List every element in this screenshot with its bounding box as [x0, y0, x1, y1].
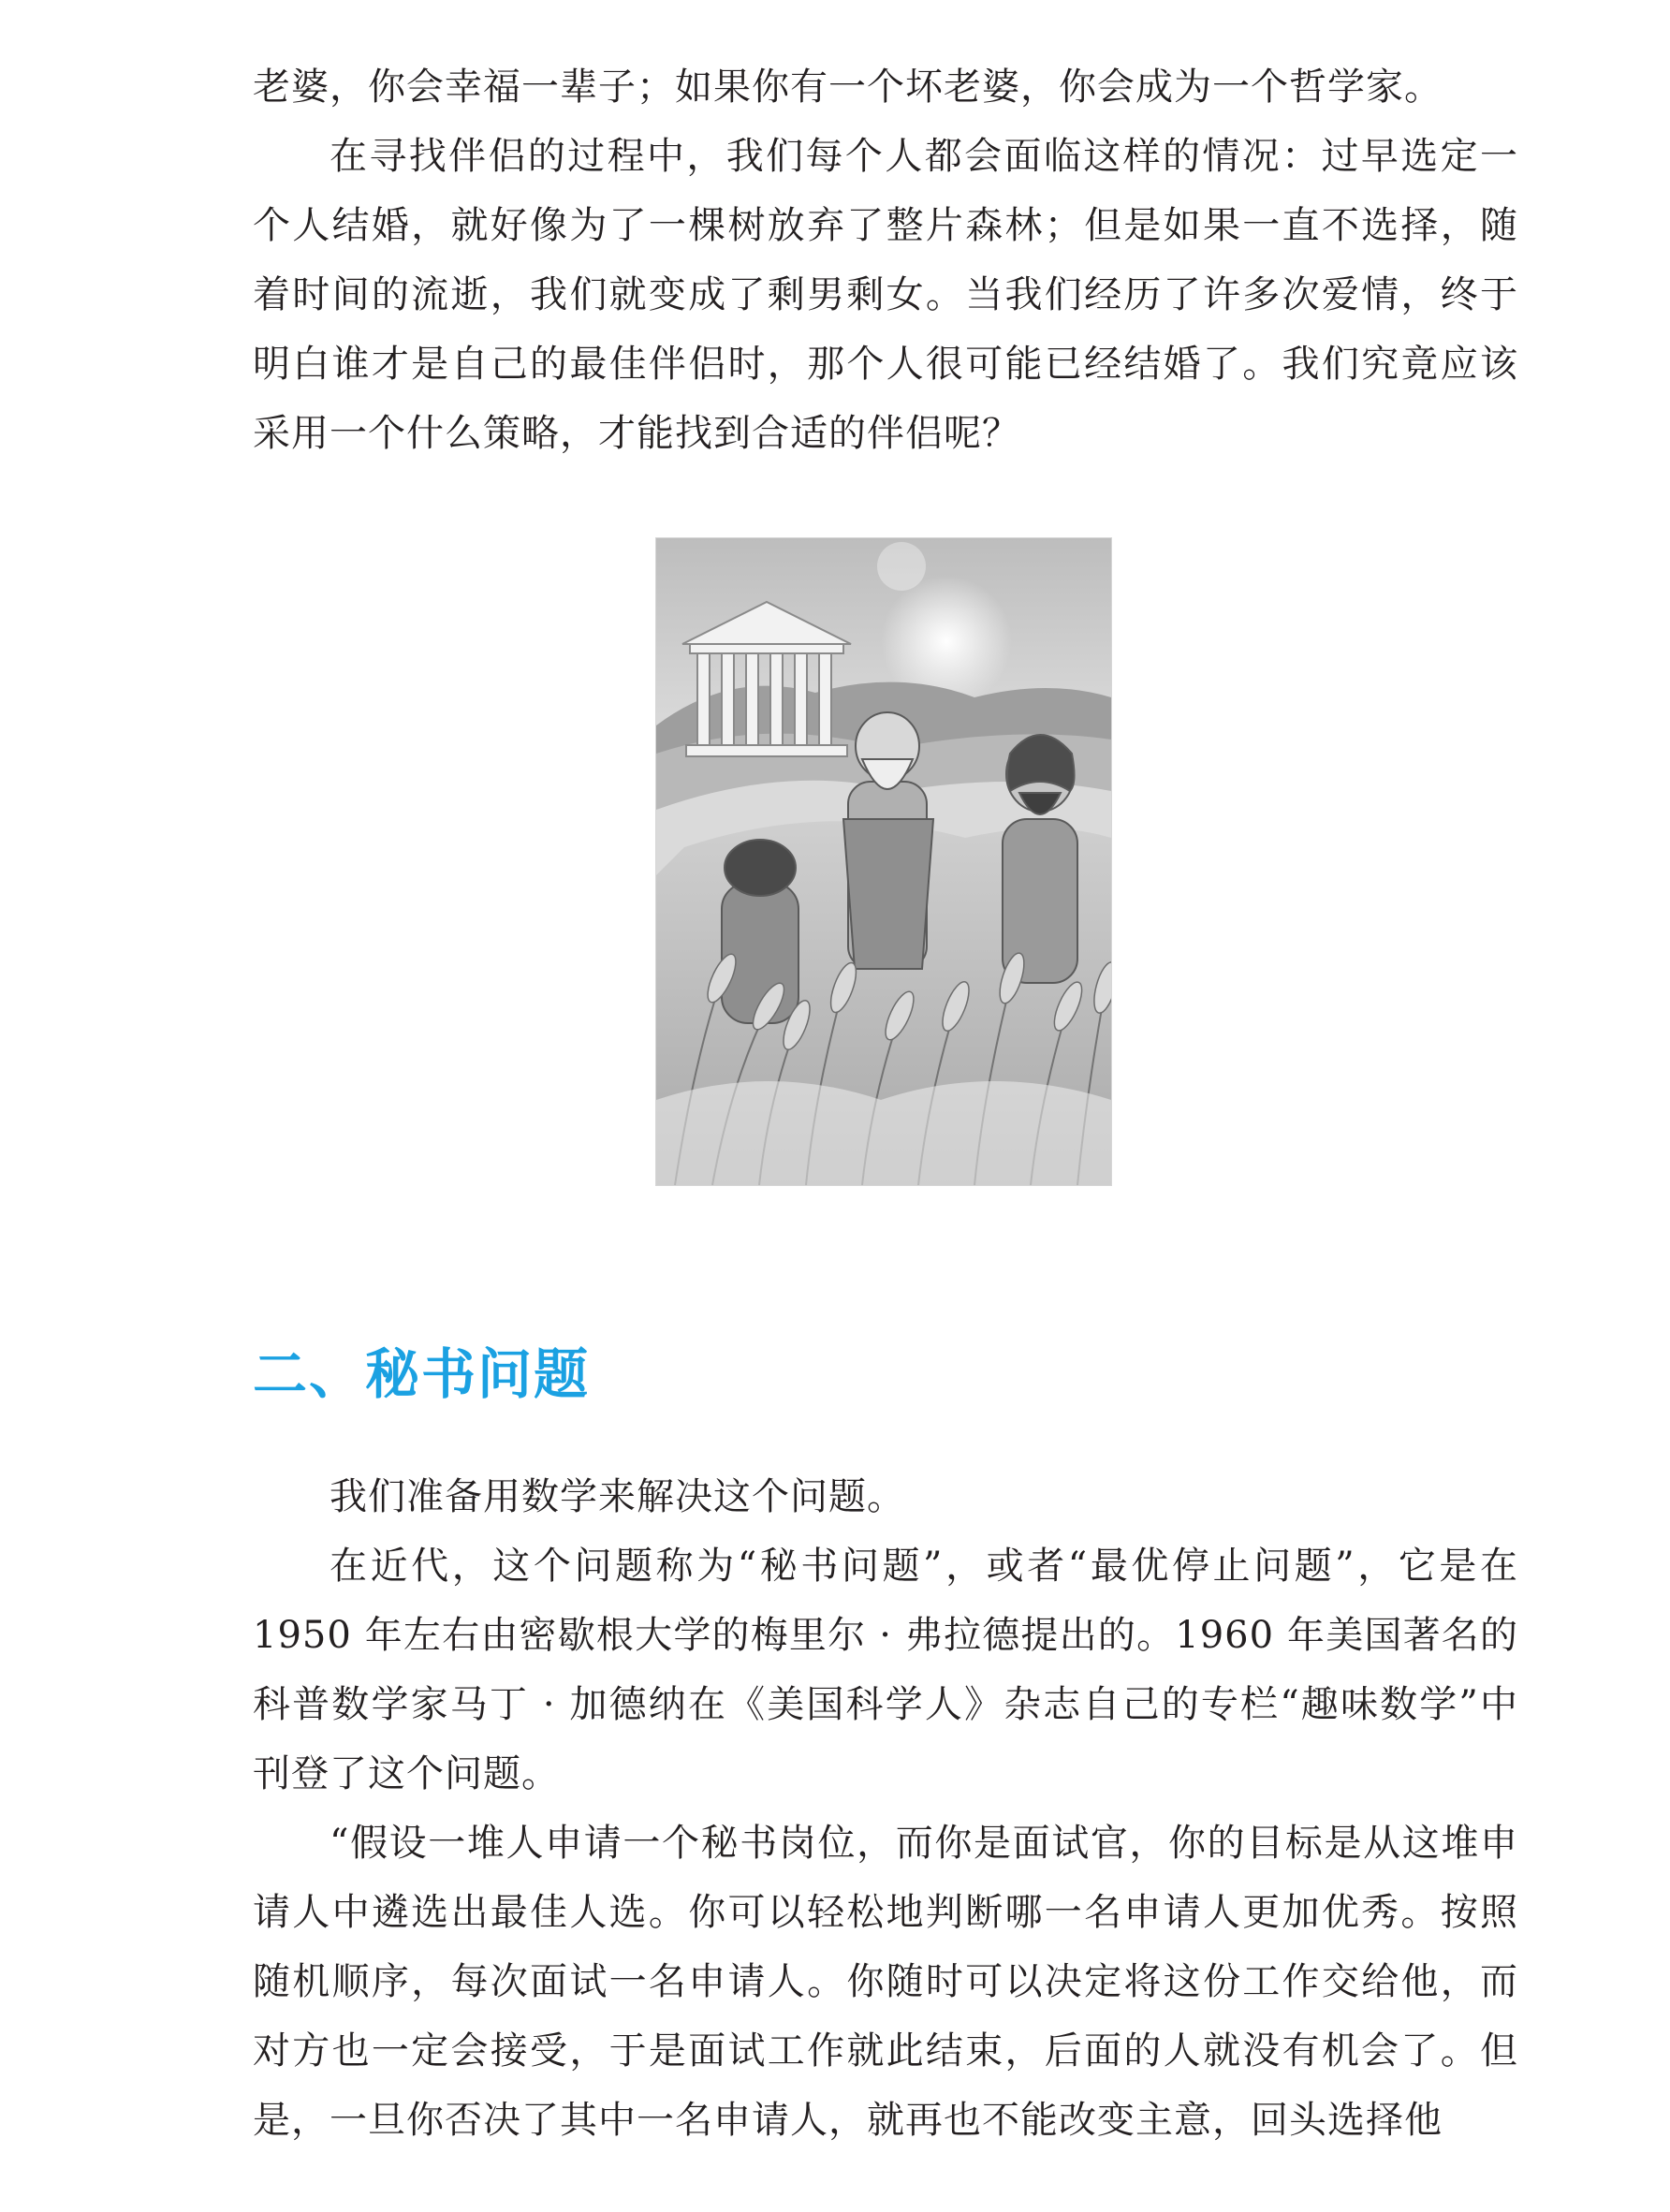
paragraph-history: 在近代，这个问题称为“秘书问题”，或者“最优停止问题”，它是在 1950 年左右由密歇根大学的梅里尔 · 弗拉德提出的。1960 年美国著名的科普数学家马丁 · 加德纳在《美国科学人》杂志自己的专栏“趣味数学”中刊登了这个问题。 [253, 1545, 1518, 1795]
paragraph-intro: 我们准备用数学来解决这个问题。 [330, 1475, 905, 1518]
philosophers-illustration [655, 537, 1112, 1186]
philosophers-in-wheat-field-icon [656, 538, 1111, 1185]
paragraph-partner-strategy: 在寻找伴侣的过程中，我们每个人都会面临这样的情况：过早选定一个人结婚，就好像为了一棵树放弃了整片森林；但是如果一直不选择，随着时间的流逝，我们就变成了剩男剩女。当我们经历了许多次爱情，终于明白谁才是自己的最佳伴侣时，那个人很可能已经结婚了。我们究竟应该采用一个什么策略，才能找到合适的伴侣呢？ [253, 135, 1518, 455]
paragraph-problem-statement: “假设一堆人申请一个秘书岗位，而你是面试官，你的目标是从这堆申请人中遴选出最佳人选。你可以轻松地判断哪一名申请人更加优秀。按照随机顺序，每次面试一名申请人。你随时可以决定将这份工作交给他，而对方也一定会接受，于是面试工作就此结束，后面的人就没有机会了。但是，一旦你否决了其中一名申请人，就再也不能改变主意，回头选择他 [253, 1822, 1518, 2142]
section-heading: 二、秘书问题 [253, 1342, 591, 1406]
paragraph-continuation: 老婆，你会幸福一辈子；如果你有一个坏老婆，你会成为一个哲学家。 [253, 66, 1443, 109]
